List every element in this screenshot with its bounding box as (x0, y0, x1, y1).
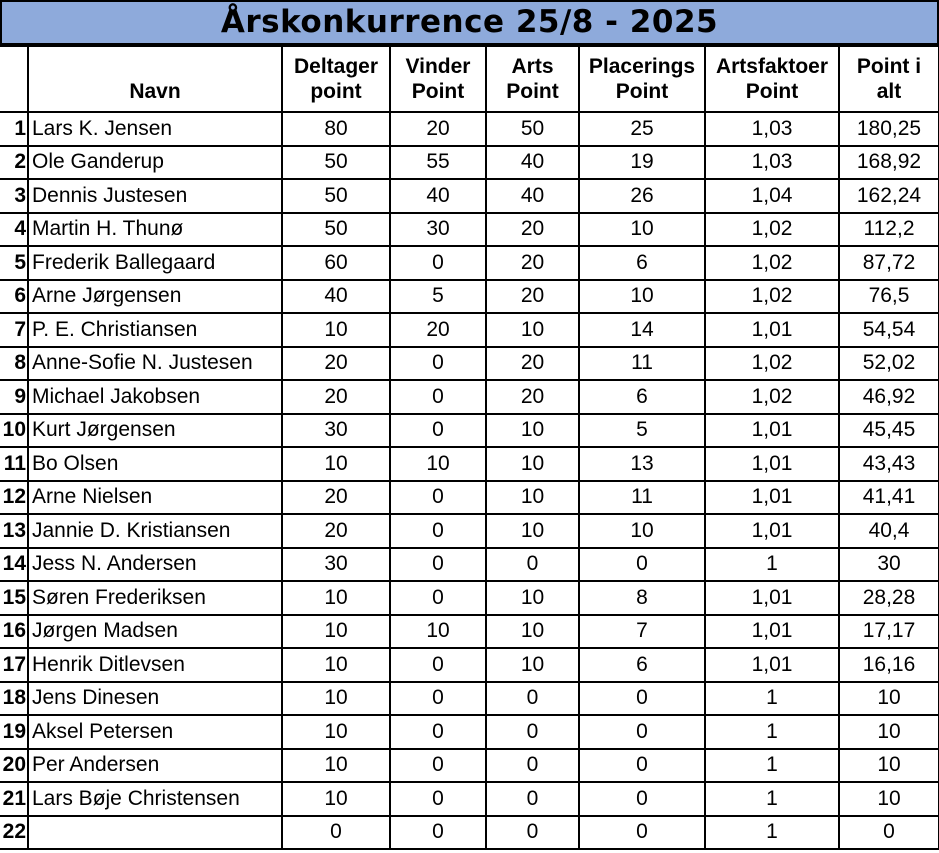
name-cell: Arne Nielsen (28, 481, 282, 515)
table-row (0, 347, 939, 381)
placerings-point-cell: 6 (579, 246, 705, 280)
name-cell: Jannie D. Kristiansen (28, 514, 282, 548)
name-header-spacer (28, 46, 282, 79)
table-row (0, 146, 939, 180)
vinder-point-cell: 0 (390, 682, 486, 716)
header-name: Navn (28, 79, 282, 112)
table-row (0, 313, 939, 347)
deltager-point-cell: 60 (282, 246, 390, 280)
table-row (0, 280, 939, 314)
placerings-point-cell: 10 (579, 213, 705, 247)
total-point-cell: 0 (839, 816, 939, 850)
arts-point-cell: 10 (486, 313, 579, 347)
arts-point-cell: 10 (486, 514, 579, 548)
total-point-cell: 40,4 (839, 514, 939, 548)
arts-point-cell: 0 (486, 715, 579, 749)
placerings-point-cell: 13 (579, 447, 705, 481)
rank-cell: 13 (0, 514, 28, 548)
rank-header (0, 46, 28, 112)
vinder-point-cell: 0 (390, 749, 486, 783)
name-cell: Lars Bøje Christensen (28, 782, 282, 816)
artsfaktor-point-cell: 1 (705, 782, 839, 816)
deltager-point-cell: 20 (282, 380, 390, 414)
header-row-bottom (0, 79, 939, 112)
placerings-point-cell: 0 (579, 816, 705, 850)
table-row (0, 514, 939, 548)
placerings-point-cell: 26 (579, 179, 705, 213)
table-row (0, 581, 939, 615)
arts-point-cell: 20 (486, 380, 579, 414)
placerings-point-cell: 14 (579, 313, 705, 347)
rank-cell: 20 (0, 749, 28, 783)
artsfaktor-point-cell: 1,01 (705, 481, 839, 515)
name-cell: Michael Jakobsen (28, 380, 282, 414)
header-artsfaktor-line2: Point (705, 79, 839, 112)
deltager-point-cell: 20 (282, 514, 390, 548)
table-row (0, 112, 939, 146)
table-row (0, 548, 939, 582)
deltager-point-cell: 10 (282, 615, 390, 649)
rank-cell: 10 (0, 414, 28, 448)
total-point-cell: 10 (839, 682, 939, 716)
artsfaktor-point-cell: 1,01 (705, 447, 839, 481)
total-point-cell: 46,92 (839, 380, 939, 414)
total-point-cell: 112,2 (839, 213, 939, 247)
total-point-cell: 52,02 (839, 347, 939, 381)
arts-point-cell: 40 (486, 179, 579, 213)
placerings-point-cell: 0 (579, 548, 705, 582)
placerings-point-cell: 0 (579, 749, 705, 783)
total-point-cell: 87,72 (839, 246, 939, 280)
name-cell: P. E. Christiansen (28, 313, 282, 347)
rank-cell: 18 (0, 682, 28, 716)
arts-point-cell: 0 (486, 548, 579, 582)
name-cell: Jens Dinesen (28, 682, 282, 716)
vinder-point-cell: 0 (390, 548, 486, 582)
name-cell: Kurt Jørgensen (28, 414, 282, 448)
placerings-point-cell: 10 (579, 280, 705, 314)
artsfaktor-point-cell: 1 (705, 749, 839, 783)
name-cell: Martin H. Thunø (28, 213, 282, 247)
artsfaktor-point-cell: 1,02 (705, 380, 839, 414)
arts-point-cell: 20 (486, 213, 579, 247)
placerings-point-cell: 6 (579, 380, 705, 414)
vinder-point-cell: 40 (390, 179, 486, 213)
arts-point-cell: 0 (486, 749, 579, 783)
deltager-point-cell: 30 (282, 548, 390, 582)
artsfaktor-point-cell: 1,04 (705, 179, 839, 213)
total-point-cell: 10 (839, 749, 939, 783)
table-row (0, 615, 939, 649)
deltager-point-cell: 10 (282, 715, 390, 749)
artsfaktor-point-cell: 1,01 (705, 648, 839, 682)
artsfaktor-point-cell: 1,02 (705, 213, 839, 247)
name-cell (28, 816, 282, 850)
deltager-point-cell: 10 (282, 782, 390, 816)
arts-point-cell: 10 (486, 615, 579, 649)
deltager-point-cell: 10 (282, 682, 390, 716)
total-point-cell: 54,54 (839, 313, 939, 347)
deltager-point-cell: 20 (282, 347, 390, 381)
vinder-point-cell: 0 (390, 514, 486, 548)
name-cell: Dennis Justesen (28, 179, 282, 213)
artsfaktor-point-cell: 1 (705, 816, 839, 850)
artsfaktor-point-cell: 1,01 (705, 615, 839, 649)
name-cell: Søren Frederiksen (28, 581, 282, 615)
deltager-point-cell: 80 (282, 112, 390, 146)
header-placerings-line1: Placerings (579, 46, 705, 79)
header-placerings-line2: Point (579, 79, 705, 112)
table-row (0, 447, 939, 481)
rank-cell: 2 (0, 146, 28, 180)
table-row (0, 179, 939, 213)
total-point-cell: 162,24 (839, 179, 939, 213)
vinder-point-cell: 30 (390, 213, 486, 247)
total-point-cell: 10 (839, 715, 939, 749)
header-row-top (0, 46, 939, 79)
rank-cell: 7 (0, 313, 28, 347)
name-cell: Per Andersen (28, 749, 282, 783)
name-cell: Jørgen Madsen (28, 615, 282, 649)
vinder-point-cell: 0 (390, 648, 486, 682)
header-total-line1: Point i (839, 46, 939, 79)
vinder-point-cell: 0 (390, 481, 486, 515)
rank-cell: 9 (0, 380, 28, 414)
header-arts-line2: Point (486, 79, 579, 112)
artsfaktor-point-cell: 1,01 (705, 414, 839, 448)
arts-point-cell: 20 (486, 347, 579, 381)
arts-point-cell: 50 (486, 112, 579, 146)
deltager-point-cell: 10 (282, 447, 390, 481)
header-total-line2: alt (839, 79, 939, 112)
vinder-point-cell: 0 (390, 715, 486, 749)
placerings-point-cell: 0 (579, 715, 705, 749)
vinder-point-cell: 5 (390, 280, 486, 314)
placerings-point-cell: 25 (579, 112, 705, 146)
total-point-cell: 180,25 (839, 112, 939, 146)
header-arts-line1: Arts (486, 46, 579, 79)
vinder-point-cell: 0 (390, 816, 486, 850)
arts-point-cell: 20 (486, 246, 579, 280)
artsfaktor-point-cell: 1,03 (705, 112, 839, 146)
rank-cell: 14 (0, 548, 28, 582)
table-row (0, 782, 939, 816)
placerings-point-cell: 0 (579, 682, 705, 716)
table-row (0, 414, 939, 448)
sheet-title: Årskonkurrence 25/8 - 2025 (0, 0, 939, 45)
placerings-point-cell: 8 (579, 581, 705, 615)
total-point-cell: 45,45 (839, 414, 939, 448)
arts-point-cell: 10 (486, 581, 579, 615)
deltager-point-cell: 50 (282, 146, 390, 180)
rank-cell: 12 (0, 481, 28, 515)
name-cell: Bo Olsen (28, 447, 282, 481)
arts-point-cell: 10 (486, 648, 579, 682)
name-cell: Anne-Sofie N. Justesen (28, 347, 282, 381)
name-cell: Lars K. Jensen (28, 112, 282, 146)
rank-cell: 16 (0, 615, 28, 649)
name-cell: Arne Jørgensen (28, 280, 282, 314)
table-row (0, 648, 939, 682)
rank-cell: 21 (0, 782, 28, 816)
rank-cell: 17 (0, 648, 28, 682)
rank-cell: 8 (0, 347, 28, 381)
header-vinder-line1: Vinder (390, 46, 486, 79)
artsfaktor-point-cell: 1,01 (705, 514, 839, 548)
placerings-point-cell: 11 (579, 347, 705, 381)
total-point-cell: 43,43 (839, 447, 939, 481)
rank-cell: 11 (0, 447, 28, 481)
artsfaktor-point-cell: 1,02 (705, 246, 839, 280)
vinder-point-cell: 20 (390, 112, 486, 146)
vinder-point-cell: 10 (390, 615, 486, 649)
arts-point-cell: 10 (486, 481, 579, 515)
table-row (0, 682, 939, 716)
vinder-point-cell: 55 (390, 146, 486, 180)
placerings-point-cell: 19 (579, 146, 705, 180)
table-row (0, 213, 939, 247)
artsfaktor-point-cell: 1,02 (705, 347, 839, 381)
deltager-point-cell: 50 (282, 213, 390, 247)
table-row (0, 246, 939, 280)
name-cell: Jess N. Andersen (28, 548, 282, 582)
deltager-point-cell: 10 (282, 313, 390, 347)
table-row (0, 380, 939, 414)
deltager-point-cell: 50 (282, 179, 390, 213)
name-cell: Frederik Ballegaard (28, 246, 282, 280)
vinder-point-cell: 0 (390, 581, 486, 615)
name-cell: Ole Ganderup (28, 146, 282, 180)
vinder-point-cell: 10 (390, 447, 486, 481)
table-row (0, 749, 939, 783)
artsfaktor-point-cell: 1,01 (705, 581, 839, 615)
deltager-point-cell: 0 (282, 816, 390, 850)
results-body (0, 112, 939, 849)
vinder-point-cell: 0 (390, 246, 486, 280)
deltager-point-cell: 40 (282, 280, 390, 314)
total-point-cell: 41,41 (839, 481, 939, 515)
rank-cell: 15 (0, 581, 28, 615)
results-table (0, 45, 939, 850)
vinder-point-cell: 0 (390, 380, 486, 414)
placerings-point-cell: 5 (579, 414, 705, 448)
total-point-cell: 30 (839, 548, 939, 582)
vinder-point-cell: 20 (390, 313, 486, 347)
header-vinder-line2: Point (390, 79, 486, 112)
total-point-cell: 76,5 (839, 280, 939, 314)
artsfaktor-point-cell: 1,03 (705, 146, 839, 180)
total-point-cell: 28,28 (839, 581, 939, 615)
rank-cell: 19 (0, 715, 28, 749)
arts-point-cell: 10 (486, 414, 579, 448)
placerings-point-cell: 7 (579, 615, 705, 649)
arts-point-cell: 0 (486, 682, 579, 716)
placerings-point-cell: 6 (579, 648, 705, 682)
rank-cell: 6 (0, 280, 28, 314)
total-point-cell: 168,92 (839, 146, 939, 180)
arts-point-cell: 10 (486, 447, 579, 481)
artsfaktor-point-cell: 1 (705, 682, 839, 716)
arts-point-cell: 40 (486, 146, 579, 180)
rank-cell: 5 (0, 246, 28, 280)
arts-point-cell: 0 (486, 782, 579, 816)
artsfaktor-point-cell: 1,02 (705, 280, 839, 314)
total-point-cell: 10 (839, 782, 939, 816)
deltager-point-cell: 20 (282, 481, 390, 515)
name-cell: Aksel Petersen (28, 715, 282, 749)
table-row (0, 715, 939, 749)
header-artsfaktor-line1: Artsfaktoer (705, 46, 839, 79)
table-row (0, 481, 939, 515)
vinder-point-cell: 0 (390, 782, 486, 816)
table-row (0, 816, 939, 850)
header-deltager-line1: Deltager (282, 46, 390, 79)
placerings-point-cell: 11 (579, 481, 705, 515)
placerings-point-cell: 10 (579, 514, 705, 548)
total-point-cell: 16,16 (839, 648, 939, 682)
deltager-point-cell: 10 (282, 648, 390, 682)
deltager-point-cell: 10 (282, 749, 390, 783)
deltager-point-cell: 10 (282, 581, 390, 615)
deltager-point-cell: 30 (282, 414, 390, 448)
artsfaktor-point-cell: 1 (705, 715, 839, 749)
arts-point-cell: 20 (486, 280, 579, 314)
artsfaktor-point-cell: 1,01 (705, 313, 839, 347)
rank-cell: 22 (0, 816, 28, 850)
header-deltager-line2: point (282, 79, 390, 112)
rank-cell: 3 (0, 179, 28, 213)
rank-cell: 4 (0, 213, 28, 247)
vinder-point-cell: 0 (390, 347, 486, 381)
placerings-point-cell: 0 (579, 782, 705, 816)
total-point-cell: 17,17 (839, 615, 939, 649)
vinder-point-cell: 0 (390, 414, 486, 448)
arts-point-cell: 0 (486, 816, 579, 850)
rank-cell: 1 (0, 112, 28, 146)
artsfaktor-point-cell: 1 (705, 548, 839, 582)
name-cell: Henrik Ditlevsen (28, 648, 282, 682)
